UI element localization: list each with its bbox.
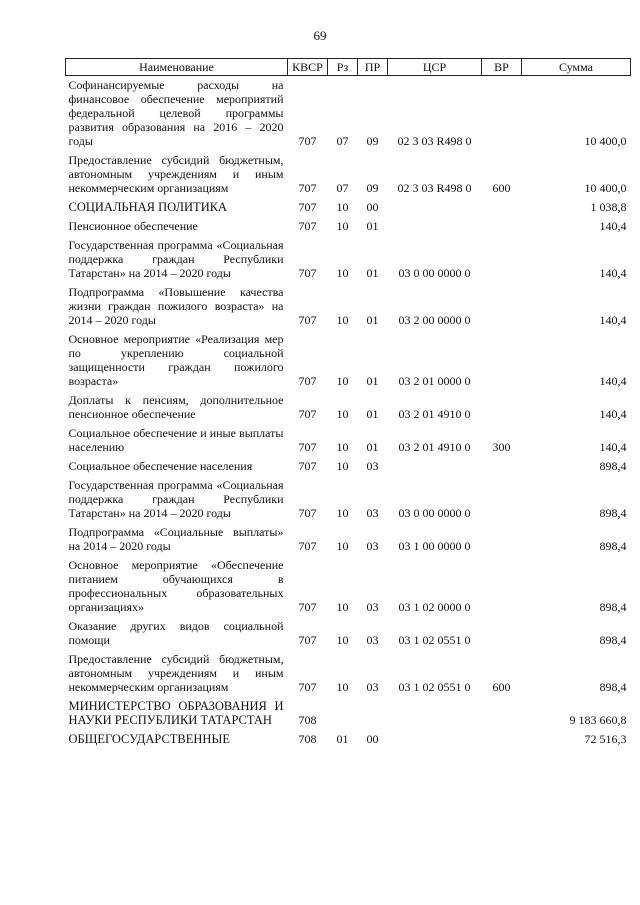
- page-number: 69: [313, 28, 327, 43]
- cell-pr: 03: [366, 633, 379, 647]
- cell-kvsr: 707: [298, 600, 317, 614]
- cell-pr: [358, 697, 388, 730]
- cell-csr: [388, 697, 482, 730]
- table-row: [66, 617, 631, 650]
- cell-kvsr: 707: [298, 506, 317, 520]
- cell-rz: 10: [336, 600, 349, 614]
- cell-rz: 07: [336, 181, 349, 195]
- cell-sum: 9 183 660,8: [569, 713, 627, 727]
- cell-vr: [482, 730, 522, 749]
- header-sum: Сумма: [522, 59, 631, 76]
- table-row: [66, 697, 631, 730]
- cell-name: Предоставление субсидий бюджетным, автономным учреждениям и иным некоммерческим организациям: [68, 153, 284, 195]
- cell-vr: [482, 198, 522, 217]
- cell-sum: 898,4: [599, 506, 627, 520]
- cell-sum: 140,4: [599, 266, 627, 280]
- cell-name: ОБЩЕГОСУДАРСТВЕННЫЕ: [68, 732, 230, 746]
- cell-kvsr: 707: [298, 266, 317, 280]
- cell-csr: 03 2 01 4910 0: [398, 407, 471, 421]
- cell-vr: [482, 617, 522, 650]
- cell-name: Государственная программа «Социальная поддержка граждан Республики Татарстан» на 2014 – 2020 годы: [68, 238, 284, 280]
- table-row: [66, 424, 631, 457]
- cell-vr: [482, 330, 522, 391]
- cell-name: Основное мероприятие «Реализация мер по укреплению социальной защищенности граждан пожилого возраста»: [68, 332, 284, 388]
- header-kvsr: КВСР: [288, 59, 328, 76]
- cell-csr: 03 1 02 0000 0: [398, 600, 471, 614]
- table-row: [66, 151, 631, 198]
- cell-sum: 10 400,0: [584, 134, 627, 148]
- cell-rz: 10: [336, 219, 349, 233]
- table-row: [66, 523, 631, 556]
- cell-csr: 03 0 00 0000 0: [398, 266, 471, 280]
- cell-csr: 03 2 01 4910 0: [398, 440, 471, 454]
- cell-rz: 10: [336, 539, 349, 553]
- cell-vr: [482, 391, 522, 424]
- table-row: [66, 217, 631, 236]
- table-row: [66, 476, 631, 523]
- cell-vr: 600: [492, 680, 511, 694]
- cell-pr: 00: [366, 200, 379, 214]
- header-vr: ВР: [482, 59, 522, 76]
- table-row: [66, 391, 631, 424]
- cell-sum: 140,4: [599, 313, 627, 327]
- cell-rz: 10: [336, 459, 349, 473]
- cell-sum: 140,4: [599, 407, 627, 421]
- cell-sum: 1 038,8: [590, 200, 627, 214]
- cell-vr: [482, 236, 522, 283]
- cell-name: Предоставление субсидий бюджетным, автономным учреждениям и иным некоммерческим организациям: [68, 652, 284, 694]
- cell-csr: [388, 457, 482, 476]
- cell-kvsr: 707: [298, 539, 317, 553]
- header-rz: Рз: [328, 59, 358, 76]
- header-csr: ЦСР: [388, 59, 482, 76]
- cell-csr: 02 3 03 R498 0: [397, 134, 472, 148]
- header-pr: ПР: [358, 59, 388, 76]
- cell-csr: 02 3 03 R498 0: [397, 181, 472, 195]
- cell-sum: 898,4: [599, 459, 627, 473]
- cell-vr: [482, 697, 522, 730]
- cell-rz: 10: [336, 266, 349, 280]
- cell-sum: 10 400,0: [584, 181, 627, 195]
- cell-sum: 140,4: [599, 440, 627, 454]
- cell-vr: [482, 457, 522, 476]
- cell-name: СОЦИАЛЬНАЯ ПОЛИТИКА: [68, 200, 228, 214]
- cell-vr: [482, 556, 522, 617]
- cell-csr: 03 1 00 0000 0: [398, 539, 471, 553]
- cell-rz: 10: [336, 680, 349, 694]
- cell-pr: 01: [366, 219, 379, 233]
- cell-rz: 10: [336, 506, 349, 520]
- cell-pr: 01: [366, 313, 379, 327]
- cell-name: Социальное обеспечение населения: [68, 459, 253, 473]
- cell-name: МИНИСТЕРСТВО ОБРАЗОВАНИЯ И НАУКИ РЕСПУБЛИКИ ТАТАРСТАН: [68, 699, 284, 727]
- cell-csr: 03 0 00 0000 0: [398, 506, 471, 520]
- cell-kvsr: 708: [298, 713, 317, 727]
- cell-rz: 07: [336, 134, 349, 148]
- cell-rz: 10: [336, 407, 349, 421]
- cell-kvsr: 707: [298, 134, 317, 148]
- cell-csr: [388, 198, 482, 217]
- cell-kvsr: 707: [298, 200, 317, 214]
- cell-rz: 10: [336, 374, 349, 388]
- cell-rz: [328, 697, 358, 730]
- cell-csr: 03 1 02 0551 0: [398, 680, 471, 694]
- budget-table: [65, 58, 631, 749]
- cell-kvsr: 707: [298, 680, 317, 694]
- cell-kvsr: 707: [298, 633, 317, 647]
- cell-name: Социальное обеспечение и иные выплаты населению: [68, 426, 284, 454]
- cell-vr: [482, 217, 522, 236]
- cell-kvsr: 707: [298, 374, 317, 388]
- cell-kvsr: 707: [298, 459, 317, 473]
- cell-sum: 72 516,3: [584, 732, 627, 746]
- cell-csr: [388, 730, 482, 749]
- cell-kvsr: 707: [298, 313, 317, 327]
- cell-csr: 03 1 02 0551 0: [398, 633, 471, 647]
- cell-rz: 01: [336, 732, 349, 746]
- cell-rz: 10: [336, 633, 349, 647]
- cell-sum: 898,4: [599, 600, 627, 614]
- cell-name: Оказание других видов социальной помощи: [68, 619, 284, 647]
- cell-kvsr: 707: [298, 440, 317, 454]
- cell-pr: 00: [366, 732, 379, 746]
- cell-name: Пенсионное обеспечение: [68, 219, 198, 233]
- cell-sum: 898,4: [599, 633, 627, 647]
- table-row: [66, 236, 631, 283]
- cell-name: Доплаты к пенсиям, дополнительное пенсионное обеспечение: [68, 393, 284, 421]
- cell-pr: 01: [366, 440, 379, 454]
- cell-name: Государственная программа «Социальная поддержка граждан Республики Татарстан» на 2014 – 2020 годы: [68, 478, 284, 520]
- cell-name: Подпрограмма «Повышение качества жизни граждан пожилого возраста» на 2014 – 2020 годы: [68, 285, 284, 327]
- cell-name: Основное мероприятие «Обеспечение питанием обучающихся в профессиональных образовательных организациях»: [68, 558, 284, 614]
- cell-pr: 09: [366, 134, 379, 148]
- cell-csr: 03 2 00 0000 0: [398, 313, 471, 327]
- cell-sum: 898,4: [599, 680, 627, 694]
- cell-sum: 140,4: [599, 219, 627, 233]
- cell-pr: 01: [366, 266, 379, 280]
- cell-pr: 03: [366, 680, 379, 694]
- table-row: [66, 556, 631, 617]
- cell-pr: 03: [366, 600, 379, 614]
- cell-name: Подпрограмма «Социальные выплаты» на 2014 – 2020 годы: [68, 525, 284, 553]
- cell-kvsr: 708: [298, 732, 317, 746]
- cell-kvsr: 707: [298, 181, 317, 195]
- cell-vr: [482, 283, 522, 330]
- cell-rz: 10: [336, 440, 349, 454]
- cell-sum: 140,4: [599, 374, 627, 388]
- cell-rz: 10: [336, 200, 349, 214]
- cell-sum: 898,4: [599, 539, 627, 553]
- cell-kvsr: 707: [298, 407, 317, 421]
- table-header-row: [66, 59, 631, 76]
- table-row: [66, 283, 631, 330]
- cell-pr: 09: [366, 181, 379, 195]
- cell-csr: [388, 217, 482, 236]
- cell-name: Софинансируемые расходы на финансовое обеспечение мероприятий федеральной целевой программы развития образования на 2016 – 2020 годы: [68, 78, 284, 148]
- cell-pr: 03: [366, 506, 379, 520]
- cell-csr: 03 2 01 0000 0: [398, 374, 471, 388]
- cell-vr: [482, 523, 522, 556]
- cell-pr: 03: [366, 459, 379, 473]
- table-row: [66, 730, 631, 749]
- cell-vr: 600: [492, 181, 511, 195]
- cell-vr: [482, 76, 522, 152]
- table-row: [66, 76, 631, 152]
- cell-rz: 10: [336, 313, 349, 327]
- cell-kvsr: 707: [298, 219, 317, 233]
- cell-vr: [482, 476, 522, 523]
- table-row: [66, 650, 631, 697]
- cell-vr: 300: [492, 440, 511, 454]
- cell-pr: 01: [366, 374, 379, 388]
- cell-pr: 03: [366, 539, 379, 553]
- table-row: [66, 457, 631, 476]
- header-name: Наименование: [66, 59, 288, 76]
- table-row: [66, 330, 631, 391]
- cell-pr: 01: [366, 407, 379, 421]
- table-row: [66, 198, 631, 217]
